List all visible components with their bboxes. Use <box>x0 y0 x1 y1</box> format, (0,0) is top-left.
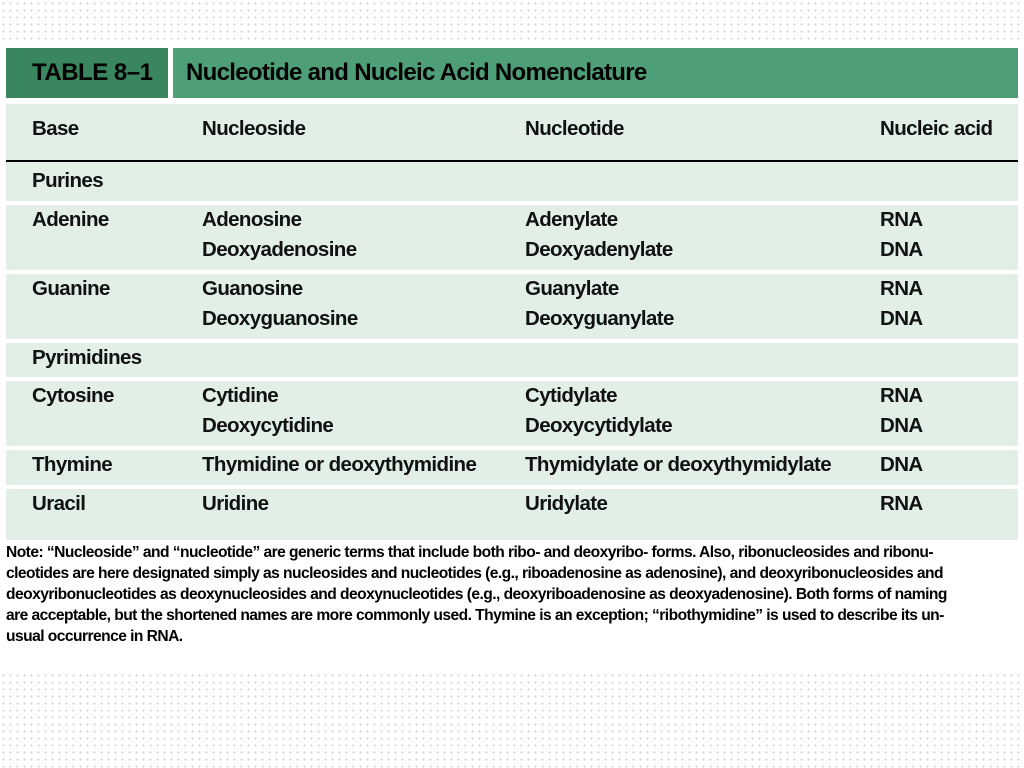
column-header-base: Base <box>32 117 79 140</box>
nucleoside-cell: Deoxycytidine <box>202 414 334 437</box>
note-line: are acceptable, but the shortened names are more commonly used. Thymine is an exception; “ribothymidine” is used to describe its un- <box>6 607 944 624</box>
note-line: cleotides are here designated simply as nucleosides and nucleotides (e.g., riboadenosine as adenosine), and deoxyribonucleosides and <box>6 565 943 582</box>
group-label: Purines <box>32 169 103 192</box>
nucleic-acid-cell: DNA <box>880 307 923 330</box>
table-header-bar <box>6 48 1018 98</box>
nucleotide-cell: Deoxyadenylate <box>525 238 673 261</box>
nucleotide-cell: Adenylate <box>525 208 618 231</box>
row-separator <box>6 377 1018 381</box>
nucleic-acid-cell: RNA <box>880 208 923 231</box>
column-header-nucleic-acid: Nucleic acid <box>880 117 993 140</box>
nucleotide-cell: Deoxyguanylate <box>525 307 674 330</box>
nucleotide-cell: Thymidylate or deoxythymidylate <box>525 453 832 476</box>
base-cell: Cytosine <box>32 384 114 407</box>
note-line: deoxyribonucleotides as deoxynucleosides and deoxynucleotides (e.g., deoxyriboadenosine as deoxyadenosine). Both forms of naming <box>6 586 947 603</box>
base-cell: Adenine <box>32 208 109 231</box>
nucleoside-cell: Thymidine or deoxythymidine <box>202 453 477 476</box>
table-title: Nucleotide and Nucleic Acid Nomenclature <box>186 59 647 86</box>
header-divider <box>168 48 173 98</box>
table-note <box>6 542 1006 647</box>
row-separator <box>6 270 1018 274</box>
base-cell: Guanine <box>32 277 110 300</box>
column-header-nucleoside: Nucleoside <box>202 117 306 140</box>
table-label: TABLE 8–1 <box>6 48 168 98</box>
nucleic-acid-cell: DNA <box>880 414 923 437</box>
nucleic-acid-cell: RNA <box>880 384 923 407</box>
nomenclature-table <box>6 104 1018 540</box>
row-separator <box>6 446 1018 450</box>
nucleotide-cell: Guanylate <box>525 277 619 300</box>
nucleic-acid-cell: RNA <box>880 277 923 300</box>
column-header-nucleotide: Nucleotide <box>525 117 624 140</box>
nucleoside-cell: Cytidine <box>202 384 279 407</box>
nucleic-acid-cell: RNA <box>880 492 923 515</box>
header-rule <box>6 160 1018 162</box>
base-cell: Uracil <box>32 492 86 515</box>
note-line-text: “Nucleoside” and “nucleotide” are generic terms that include both ribo- and deoxyribo- forms. Also, ribonucleosides and ribonu- <box>46 544 934 561</box>
nucleoside-cell: Deoxyguanosine <box>202 307 358 330</box>
note-lead: Note: <box>6 544 44 561</box>
nucleotide-cell: Deoxycytidylate <box>525 414 673 437</box>
row-separator <box>6 485 1018 489</box>
nucleoside-cell: Uridine <box>202 492 269 515</box>
nucleoside-cell: Deoxyadenosine <box>202 238 357 261</box>
nucleic-acid-cell: DNA <box>880 238 923 261</box>
row-separator <box>6 201 1018 205</box>
base-cell: Thymine <box>32 453 113 476</box>
nucleoside-cell: Adenosine <box>202 208 302 231</box>
nucleotide-cell: Cytidylate <box>525 384 617 407</box>
nucleotide-cell: Uridylate <box>525 492 608 515</box>
group-label: Pyrimidines <box>32 346 142 369</box>
nucleoside-cell: Guanosine <box>202 277 303 300</box>
note-line: usual occurrence in RNA. <box>6 628 183 645</box>
note-line <box>6 542 1006 563</box>
slide <box>0 42 1024 674</box>
nucleic-acid-cell: DNA <box>880 453 923 476</box>
row-separator <box>6 339 1018 343</box>
